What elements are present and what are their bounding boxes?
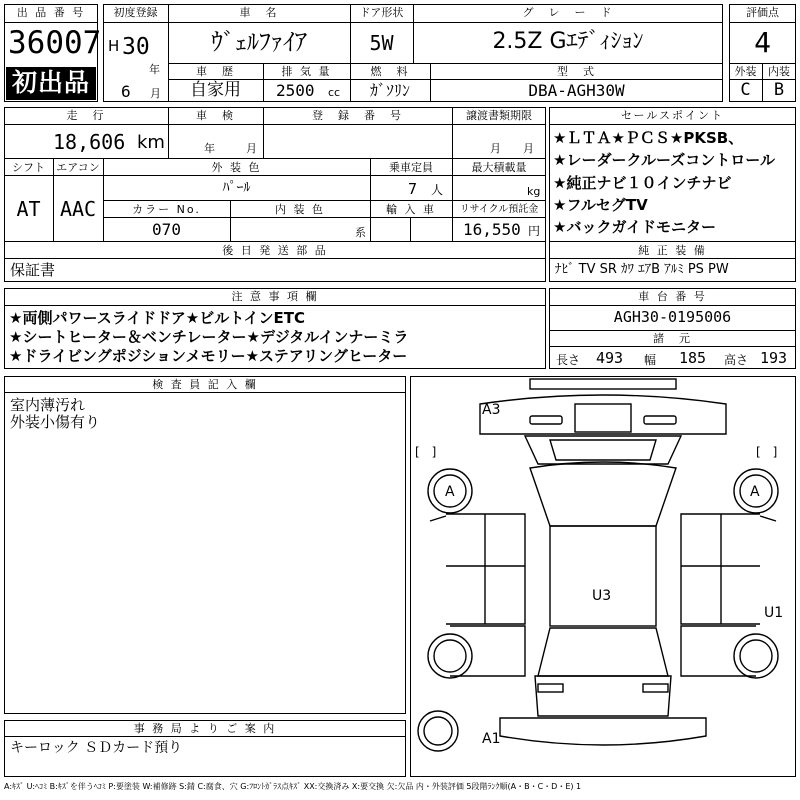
bracket-right: [ ] [756,445,778,459]
inspector-line-2: 外装小傷有り [10,413,101,431]
ac-value: AAC [59,197,97,221]
car-name: ｳﾞｪﾙﾌｧｲｱ [211,28,307,56]
transfer-day-unit: 月 [523,142,534,155]
note-line-1: ★両側パワースライドドア★ビルトインETC [9,309,305,327]
width-value: 185 [679,349,707,367]
displacement-label: 排 気 量 [281,65,332,78]
exterior-grade: C [740,80,751,100]
mark-a-right: A [750,484,760,500]
displacement-value: 2500 [276,81,315,100]
first-listing-text: 初出品 [11,68,90,97]
shift-value: AT [16,197,41,221]
inspector-label: 検 査 員 記 入 欄 [152,378,258,391]
bracket-left: [ ] [415,445,437,459]
sales-point-1: ★ＬＴＡ★ＰＣＳ★PKSB、 [553,129,744,147]
office-text: キーロック ＳＤカード預り [10,740,183,756]
office-label: 事 務 局 よ り ご 案 内 [133,722,277,735]
sales-point-2: ★レーダークルーズコントロール [553,151,775,169]
km-unit: km [137,132,165,153]
score-value: 4 [754,26,771,59]
reg-label: 初度登録 [113,6,158,19]
load-label: 最大積載量 [471,161,527,174]
capacity-label: 乗車定員 [389,161,433,174]
score-label: 評価点 [746,6,779,19]
mileage-label: 走 行 [66,109,106,122]
mark-a1: A1 [482,731,501,747]
load-unit: kg [527,185,541,198]
later-parts-value: 保証書 [10,261,56,279]
sales-label: セールスポイント [620,109,724,122]
chassis-value: AGH30-0195006 [613,308,732,326]
width-label: 幅 [644,353,657,367]
mark-a-left: A [445,484,455,500]
height-label: 高さ [724,353,749,367]
colorno-label: カラー No. [132,203,201,216]
color-label: 外 装 色 [211,161,262,174]
grade-label: グ レ ー ド [522,6,614,19]
capacity-value: 7 [408,180,418,198]
door-label: ドア形状 [359,6,404,19]
shift-label: シフト [12,161,45,174]
intcolor-label: 内 装 色 [275,203,325,216]
reg-year: 30 [122,34,150,60]
car-diagram [410,376,796,777]
chassis-label: 車 台 番 号 [638,290,707,303]
colorno-value: 070 [152,220,181,239]
intcolor-unit: 系 [355,226,366,239]
inspection-month-unit: 月 [246,142,257,155]
mark-u3: U3 [592,588,612,604]
transfer-label: 譲渡書類期限 [466,109,532,122]
recycle-value: 16,550 [463,220,521,239]
inspection-year-unit: 年 [204,142,215,155]
inspection-label: 車 検 [196,109,235,122]
inspector-line-1: 室内薄汚れ [10,396,86,414]
note-line-2: ★シートヒーター＆ベンチレーター★デジタルインナーミラ [9,328,409,346]
interior-grade: B [773,80,785,100]
later-parts-label: 後 日 発 送 部 品 [222,244,328,257]
capacity-unit: 人 [431,183,444,197]
note-line-3: ★ドライビングポジションメモリー★ステアリングヒーター [9,347,408,365]
legend: A:ｷｽﾞ U:ﾍｺﾐ B:ｷｽﾞを伴うﾍｺﾐ P:要塗装 W:補修跡 S:錆 C:腐食、穴 G:ﾌﾛﾝﾄｶﾞﾗｽ点ｷｽﾞ XX:交換済み X:要交換 欠:欠品 内・外装評価 5段階ﾗﾝｸ順(A・B・C・D・E) 1 [4,782,582,791]
reg-month: 6 [121,82,131,101]
regno-label: 登 録 番 号 [312,109,403,122]
transfer-month-unit: 月 [490,142,501,155]
history-value: 自家用 [190,80,241,100]
exterior-label: 外装 [734,65,757,78]
sales-point-3: ★純正ナビ１０インチナビ [553,174,732,192]
interior-label: 内装 [768,65,790,78]
height-value: 193 [760,349,788,367]
length-label: 長さ [556,353,581,367]
history-label: 車 歴 [196,65,235,78]
door-value: 5W [369,31,394,55]
dims-label: 諸 元 [653,332,692,345]
lot-no: 36007 [8,25,102,61]
reg-year-unit: 年 [149,63,160,76]
reg-month-unit: 月 [150,87,161,100]
import-label: 輸 入 車 [386,203,436,216]
fuel-value: ｶﾞｿﾘﾝ [369,81,410,100]
mark-u1: U1 [764,605,784,621]
mileage-value: 18,606 [53,130,126,154]
grade-value: 2.5Z Gｴﾃﾞｨｼｮﾝ [492,29,644,54]
equip-value: ﾅﾋﾞ TV SR ｶﾜ ｴｱB ｱﾙﾐ PS PW [555,262,729,277]
sales-point-4: ★フルセグTV [553,196,648,214]
car-name-label: 車 名 [239,6,279,19]
mark-a3: A3 [482,402,501,418]
notes-label: 注 意 事 項 欄 [231,290,319,303]
recycle-label: リサイクル預託金 [459,204,539,215]
sales-point-5: ★バックガイドモニター [553,218,716,236]
yen-unit: 円 [528,224,541,238]
cc-unit: cc [328,86,341,99]
length-value: 493 [596,349,624,367]
lot-no-label: 出 品 番 号 [16,6,86,19]
fuel-label: 燃 料 [370,65,410,78]
reg-era: H [108,37,120,55]
model-value: DBA-AGH30W [528,81,625,100]
model-label: 型 式 [557,65,596,78]
ac-label: エアコン [56,161,100,174]
equip-label: 純 正 装 備 [638,244,707,257]
color-value: ﾊﾟｰﾙ [222,180,251,196]
